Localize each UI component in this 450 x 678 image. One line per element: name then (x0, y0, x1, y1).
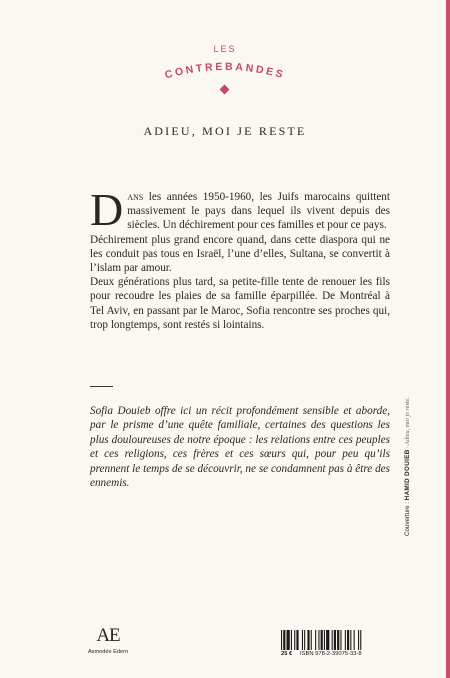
barcode-bar (345, 630, 346, 650)
barcode (281, 630, 391, 650)
barcode-bar (340, 630, 341, 650)
barcode-bar (311, 630, 312, 650)
barcode-bar (334, 630, 336, 650)
blurb-paragraph-1-text: les années 1950-1960, les Juifs marocains quittent massivement le pays dans lequel ils vivent depuis des siècles. Un déchirement pour ces familles et pour ce pays. (127, 191, 390, 232)
barcode-bar (315, 630, 316, 650)
publisher-name: Asmodée Edern (87, 649, 129, 655)
blurb-lead-caps: ans (127, 191, 144, 203)
series-label-small: LES (213, 44, 237, 54)
barcode-bar (318, 630, 319, 650)
barcode-bar (296, 630, 298, 650)
barcode-bar (347, 630, 349, 650)
spine-edge-stripe (446, 0, 450, 678)
isbn: ISBN 978-2-39075-33-8 (300, 651, 362, 657)
cover-credit-artist: HAMID DOUIEB (404, 449, 411, 501)
barcode-bar (294, 630, 295, 650)
barcode-bar (350, 630, 351, 650)
barcode-bar (302, 630, 303, 650)
price: 25 € (281, 651, 293, 657)
section-divider (90, 386, 113, 387)
barcode-bar (358, 630, 359, 650)
barcode-bar (337, 630, 339, 650)
blurb-paragraph-1 (90, 184, 390, 235)
book-title: ADIEU, MOI JE RESTE (143, 124, 307, 138)
barcode-bar (326, 630, 329, 650)
barcode-bar (287, 630, 290, 650)
barcode-bar (283, 630, 285, 650)
cover-credit (404, 397, 416, 536)
barcode-bar (281, 630, 282, 650)
barcode-bar (291, 630, 292, 650)
barcode-bar (324, 630, 325, 650)
author-note: Sofia Douieb offre ici un récit profondément sensible et aborde, par le prisme d’une quête familiale, certaines des questions les plus douloureuses de notre époque : les relations entre ces peuples et ces religions, ces frères et ces sœurs qui, pour peu qu’ils prennent le temps de se découvrir, ne se condamnent pas à être des ennemis. (90, 405, 390, 490)
barcode-bar (354, 630, 355, 650)
series-logo (145, 52, 305, 88)
barcode-bar (304, 630, 305, 650)
svg-text:CONTREBANDES (164, 61, 287, 81)
barcode-bar (360, 630, 361, 650)
cover-credit-work: · Adieu, moi je reste. (404, 397, 411, 450)
blurb-paragraph-3: Deux générations plus tard, sa petite-fille tente de renouer les fils pour recoudre les plaies de sa famille éparpillée. De Montréal à Tel Aviv, en passant par le Maroc, Sofia rencontre ses proches qui, trop longtemps, sont restés si lointains. (90, 276, 390, 331)
series-name: CONTREBANDES (163, 60, 287, 82)
barcode-bar (321, 630, 323, 650)
barcode-bar (307, 630, 309, 650)
cover-credit-label: Couverture : (404, 500, 411, 536)
drop-cap: D (90, 184, 124, 235)
barcode-bar (332, 630, 333, 650)
publisher-logo: AE (96, 625, 120, 646)
back-cover-blurb (90, 184, 390, 332)
blurb-paragraph-2: Déchirement plus grand encore quand, dans cette diaspora qui ne les conduit pas tous en Israël, l’une d’elles, Sultana, se convertit à l’islam par amour. (90, 233, 390, 275)
